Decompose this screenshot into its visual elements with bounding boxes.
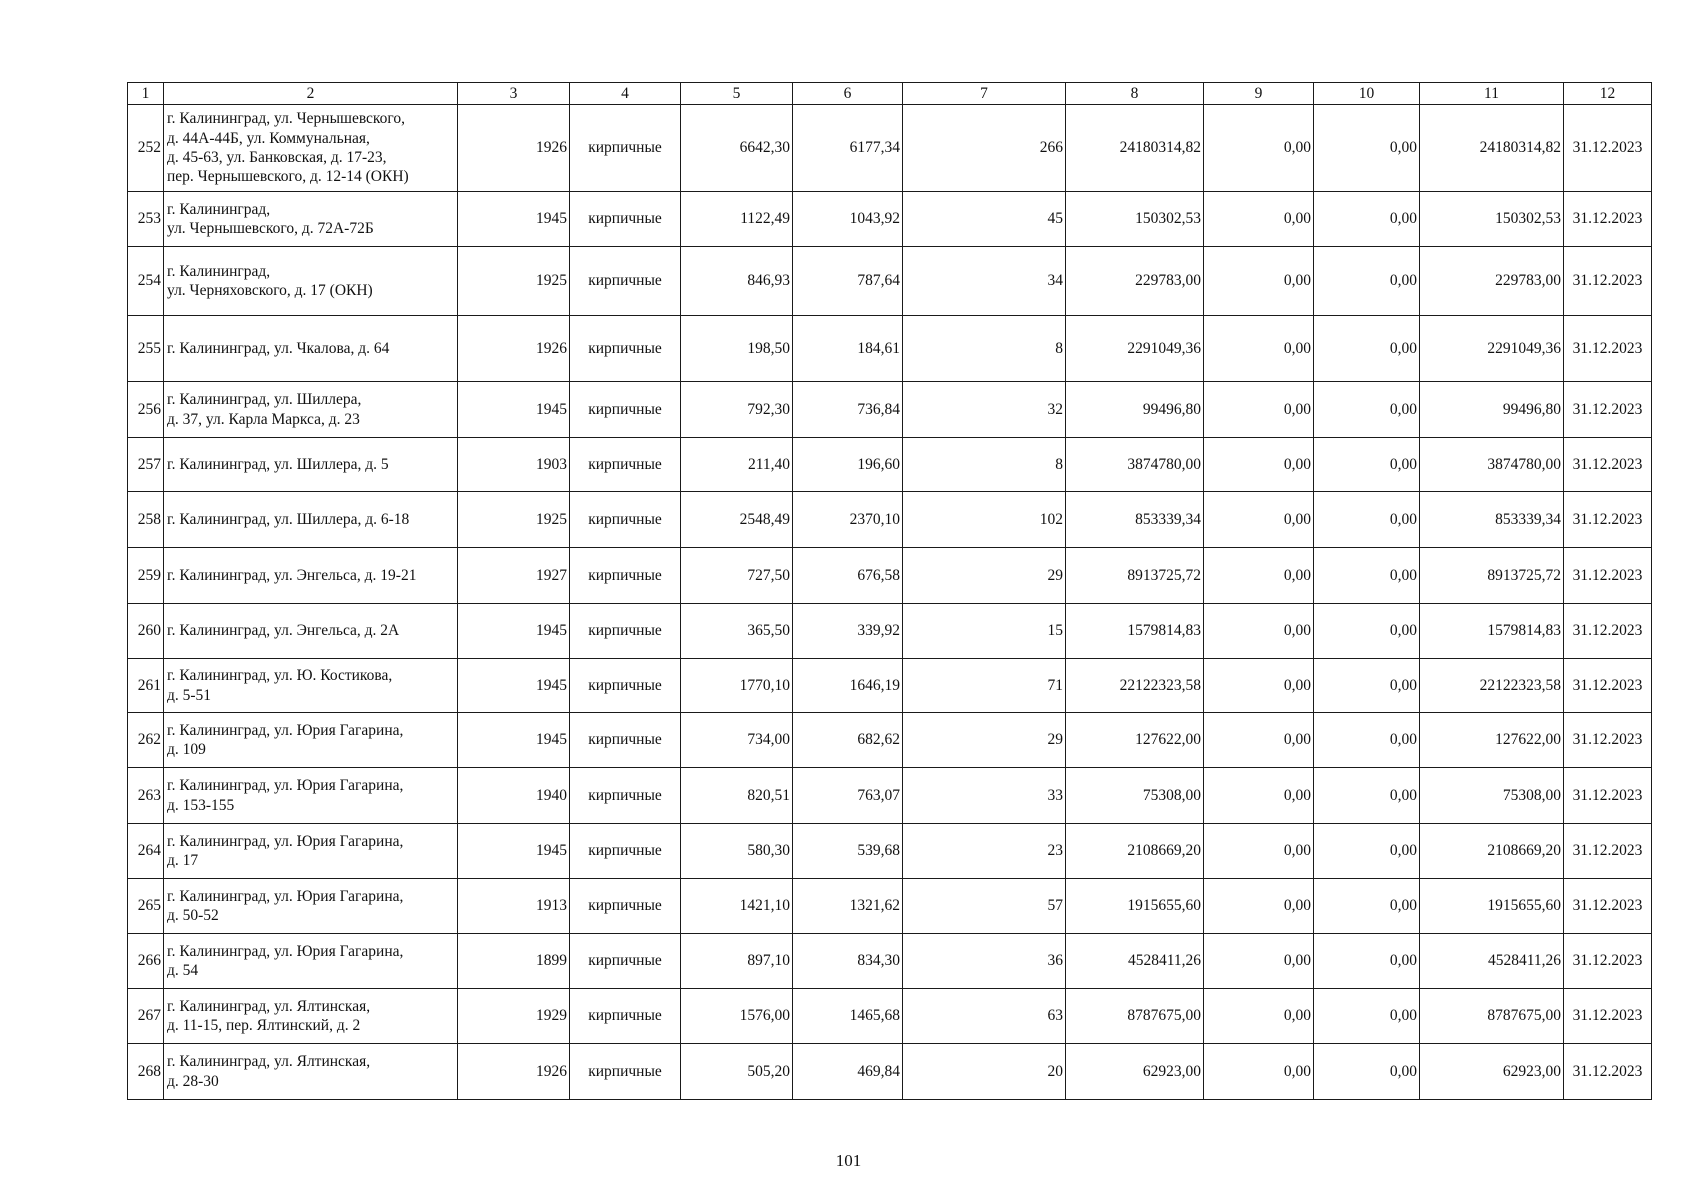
table-row	[128, 438, 1652, 492]
cell-col-11: 229783,00	[1420, 247, 1564, 316]
column-header-4: 4	[570, 83, 681, 105]
cell-year: 1945	[458, 824, 570, 879]
cell-col-10: 0,00	[1314, 768, 1420, 824]
column-header-9: 9	[1204, 83, 1314, 105]
cell-col-5: 820,51	[681, 768, 793, 824]
cell-date: 31.12.2023	[1564, 768, 1652, 824]
cell-col-6: 834,30	[793, 934, 903, 989]
cell-date: 31.12.2023	[1564, 713, 1652, 768]
cell-col-8: 24180314,82	[1066, 105, 1204, 192]
column-header-2: 2	[164, 83, 458, 105]
cell-col-6: 339,92	[793, 604, 903, 659]
cell-address: г. Калининград, ул. Энгельса, д. 19-21	[164, 548, 458, 604]
cell-col-6: 1321,62	[793, 879, 903, 934]
cell-col-11: 8787675,00	[1420, 989, 1564, 1044]
cell-col-11: 2291049,36	[1420, 316, 1564, 382]
cell-col-8: 8913725,72	[1066, 548, 1204, 604]
cell-col-5: 727,50	[681, 548, 793, 604]
cell-number: 262	[128, 713, 164, 768]
cell-col-8: 150302,53	[1066, 192, 1204, 247]
cell-col-10: 0,00	[1314, 659, 1420, 713]
cell-col-10: 0,00	[1314, 879, 1420, 934]
cell-col-7: 36	[903, 934, 1066, 989]
table-row	[128, 659, 1652, 713]
cell-number: 257	[128, 438, 164, 492]
cell-col-9: 0,00	[1204, 934, 1314, 989]
cell-col-10: 0,00	[1314, 989, 1420, 1044]
cell-col-8: 3874780,00	[1066, 438, 1204, 492]
cell-col-6: 1043,92	[793, 192, 903, 247]
cell-col-6: 6177,34	[793, 105, 903, 192]
cell-col-5: 198,50	[681, 316, 793, 382]
cell-col-7: 45	[903, 192, 1066, 247]
cell-date: 31.12.2023	[1564, 934, 1652, 989]
cell-col-5: 1576,00	[681, 989, 793, 1044]
cell-year: 1926	[458, 105, 570, 192]
cell-address: г. Калининград, ул. Шиллера, д. 37, ул. Карла Маркса, д. 23	[164, 382, 458, 438]
cell-address: г. Калининград, ул. Юрия Гагарина, д. 109	[164, 713, 458, 768]
cell-date: 31.12.2023	[1564, 316, 1652, 382]
cell-col-10: 0,00	[1314, 438, 1420, 492]
cell-year: 1927	[458, 548, 570, 604]
cell-year: 1925	[458, 247, 570, 316]
cell-wall-material: кирпичные	[570, 604, 681, 659]
cell-date: 31.12.2023	[1564, 824, 1652, 879]
column-header-3: 3	[458, 83, 570, 105]
cell-col-10: 0,00	[1314, 492, 1420, 548]
cell-col-6: 539,68	[793, 824, 903, 879]
cell-number: 268	[128, 1044, 164, 1100]
table-row	[128, 768, 1652, 824]
cell-year: 1925	[458, 492, 570, 548]
cell-date: 31.12.2023	[1564, 659, 1652, 713]
cell-wall-material: кирпичные	[570, 247, 681, 316]
cell-col-9: 0,00	[1204, 1044, 1314, 1100]
cell-wall-material: кирпичные	[570, 659, 681, 713]
column-header-6: 6	[793, 83, 903, 105]
cell-col-7: 102	[903, 492, 1066, 548]
column-header-8: 8	[1066, 83, 1204, 105]
table-row	[128, 879, 1652, 934]
table-row	[128, 548, 1652, 604]
cell-number: 263	[128, 768, 164, 824]
cell-date: 31.12.2023	[1564, 192, 1652, 247]
cell-col-9: 0,00	[1204, 548, 1314, 604]
cell-col-6: 196,60	[793, 438, 903, 492]
cell-wall-material: кирпичные	[570, 1044, 681, 1100]
cell-col-5: 365,50	[681, 604, 793, 659]
cell-col-9: 0,00	[1204, 768, 1314, 824]
table-row	[128, 1044, 1652, 1100]
cell-year: 1940	[458, 768, 570, 824]
cell-col-9: 0,00	[1204, 659, 1314, 713]
cell-year: 1913	[458, 879, 570, 934]
cell-address: г. Калининград, ул. Ю. Костикова, д. 5-51	[164, 659, 458, 713]
cell-address: г. Калининград, ул. Юрия Гагарина, д. 54	[164, 934, 458, 989]
cell-date: 31.12.2023	[1564, 548, 1652, 604]
cell-wall-material: кирпичные	[570, 316, 681, 382]
cell-date: 31.12.2023	[1564, 879, 1652, 934]
cell-col-8: 99496,80	[1066, 382, 1204, 438]
cell-col-7: 29	[903, 548, 1066, 604]
table-row	[128, 934, 1652, 989]
table-row	[128, 192, 1652, 247]
cell-col-10: 0,00	[1314, 105, 1420, 192]
cell-col-11: 127622,00	[1420, 713, 1564, 768]
cell-col-7: 71	[903, 659, 1066, 713]
cell-number: 260	[128, 604, 164, 659]
cell-address: г. Калининград, ул. Шиллера, д. 6-18	[164, 492, 458, 548]
cell-wall-material: кирпичные	[570, 105, 681, 192]
cell-col-10: 0,00	[1314, 316, 1420, 382]
cell-col-7: 15	[903, 604, 1066, 659]
cell-col-7: 34	[903, 247, 1066, 316]
cell-year: 1945	[458, 382, 570, 438]
cell-col-9: 0,00	[1204, 105, 1314, 192]
cell-col-7: 23	[903, 824, 1066, 879]
cell-col-6: 787,64	[793, 247, 903, 316]
cell-col-6: 1465,68	[793, 989, 903, 1044]
cell-col-11: 22122323,58	[1420, 659, 1564, 713]
cell-col-5: 211,40	[681, 438, 793, 492]
cell-col-11: 99496,80	[1420, 382, 1564, 438]
page-number: 101	[835, 1151, 862, 1170]
column-header-10: 10	[1314, 83, 1420, 105]
cell-col-11: 4528411,26	[1420, 934, 1564, 989]
cell-col-11: 62923,00	[1420, 1044, 1564, 1100]
column-header-5: 5	[681, 83, 793, 105]
cell-col-6: 1646,19	[793, 659, 903, 713]
cell-address: г. Калининград, ул. Энгельса, д. 2А	[164, 604, 458, 659]
cell-col-8: 75308,00	[1066, 768, 1204, 824]
cell-col-10: 0,00	[1314, 713, 1420, 768]
cell-col-8: 22122323,58	[1066, 659, 1204, 713]
cell-col-10: 0,00	[1314, 382, 1420, 438]
cell-col-8: 2108669,20	[1066, 824, 1204, 879]
cell-date: 31.12.2023	[1564, 989, 1652, 1044]
cell-year: 1926	[458, 1044, 570, 1100]
cell-number: 253	[128, 192, 164, 247]
cell-col-11: 1915655,60	[1420, 879, 1564, 934]
cell-number: 265	[128, 879, 164, 934]
cell-number: 256	[128, 382, 164, 438]
cell-date: 31.12.2023	[1564, 105, 1652, 192]
cell-col-11: 3874780,00	[1420, 438, 1564, 492]
cell-col-11: 150302,53	[1420, 192, 1564, 247]
cell-number: 254	[128, 247, 164, 316]
cell-date: 31.12.2023	[1564, 247, 1652, 316]
cell-col-8: 127622,00	[1066, 713, 1204, 768]
cell-number: 264	[128, 824, 164, 879]
cell-wall-material: кирпичные	[570, 989, 681, 1044]
table-row	[128, 316, 1652, 382]
cell-col-8: 8787675,00	[1066, 989, 1204, 1044]
cell-col-8: 853339,34	[1066, 492, 1204, 548]
cell-col-5: 1122,49	[681, 192, 793, 247]
column-header-1: 1	[128, 83, 164, 105]
cell-col-10: 0,00	[1314, 192, 1420, 247]
cell-col-7: 57	[903, 879, 1066, 934]
cell-col-9: 0,00	[1204, 604, 1314, 659]
cell-wall-material: кирпичные	[570, 934, 681, 989]
cell-col-8: 1579814,83	[1066, 604, 1204, 659]
cell-col-6: 184,61	[793, 316, 903, 382]
cell-wall-material: кирпичные	[570, 382, 681, 438]
cell-number: 267	[128, 989, 164, 1044]
cell-address: г. Калининград, ул. Юрия Гагарина, д. 17	[164, 824, 458, 879]
cell-year: 1903	[458, 438, 570, 492]
cell-address: г. Калининград, ул. Черняховского, д. 17 (ОКН)	[164, 247, 458, 316]
cell-col-7: 63	[903, 989, 1066, 1044]
cell-address: г. Калининград, ул. Чернышевского, д. 44А-44Б, ул. Коммунальная, д. 45-63, ул. Банковская, д. 17-23, пер. Чернышевского, д. 12-14 (ОКН)	[164, 105, 458, 192]
cell-year: 1945	[458, 604, 570, 659]
cell-col-6: 2370,10	[793, 492, 903, 548]
cell-col-8: 4528411,26	[1066, 934, 1204, 989]
cell-col-6: 676,58	[793, 548, 903, 604]
cell-col-10: 0,00	[1314, 824, 1420, 879]
cell-number: 255	[128, 316, 164, 382]
cell-number: 258	[128, 492, 164, 548]
cell-col-6: 682,62	[793, 713, 903, 768]
table-row	[128, 604, 1652, 659]
cell-col-9: 0,00	[1204, 438, 1314, 492]
cell-date: 31.12.2023	[1564, 438, 1652, 492]
cell-col-10: 0,00	[1314, 548, 1420, 604]
cell-col-5: 6642,30	[681, 105, 793, 192]
table-row	[128, 247, 1652, 316]
cell-col-7: 32	[903, 382, 1066, 438]
cell-number: 252	[128, 105, 164, 192]
cell-col-10: 0,00	[1314, 934, 1420, 989]
cell-number: 266	[128, 934, 164, 989]
cell-col-11: 2108669,20	[1420, 824, 1564, 879]
cell-wall-material: кирпичные	[570, 768, 681, 824]
table-row	[128, 382, 1652, 438]
cell-address: г. Калининград, ул. Чкалова, д. 64	[164, 316, 458, 382]
cell-col-10: 0,00	[1314, 604, 1420, 659]
table-body	[128, 105, 1652, 1100]
cell-wall-material: кирпичные	[570, 438, 681, 492]
cell-col-5: 846,93	[681, 247, 793, 316]
cell-col-9: 0,00	[1204, 492, 1314, 548]
cell-col-7: 20	[903, 1044, 1066, 1100]
cell-date: 31.12.2023	[1564, 382, 1652, 438]
cell-col-5: 897,10	[681, 934, 793, 989]
column-header-11: 11	[1420, 83, 1564, 105]
cell-col-7: 33	[903, 768, 1066, 824]
cell-address: г. Калининград, ул. Юрия Гагарина, д. 50-52	[164, 879, 458, 934]
cell-year: 1945	[458, 192, 570, 247]
cell-col-11: 1579814,83	[1420, 604, 1564, 659]
cell-col-8: 229783,00	[1066, 247, 1204, 316]
cell-wall-material: кирпичные	[570, 192, 681, 247]
cell-col-10: 0,00	[1314, 247, 1420, 316]
cell-address: г. Калининград, ул. Чернышевского, д. 72А-72Б	[164, 192, 458, 247]
table-header	[128, 83, 1652, 105]
cell-number: 261	[128, 659, 164, 713]
cell-col-9: 0,00	[1204, 713, 1314, 768]
table-row	[128, 492, 1652, 548]
cell-year: 1945	[458, 659, 570, 713]
cell-col-9: 0,00	[1204, 824, 1314, 879]
cell-col-5: 505,20	[681, 1044, 793, 1100]
cell-col-9: 0,00	[1204, 382, 1314, 438]
cell-col-11: 8913725,72	[1420, 548, 1564, 604]
cell-date: 31.12.2023	[1564, 1044, 1652, 1100]
cell-col-5: 1421,10	[681, 879, 793, 934]
cell-address: г. Калининград, ул. Ялтинская, д. 11-15, пер. Ялтинский, д. 2	[164, 989, 458, 1044]
cell-col-10: 0,00	[1314, 1044, 1420, 1100]
cell-col-7: 266	[903, 105, 1066, 192]
table-row	[128, 824, 1652, 879]
cell-col-5: 1770,10	[681, 659, 793, 713]
cell-number: 259	[128, 548, 164, 604]
cell-wall-material: кирпичные	[570, 879, 681, 934]
cell-address: г. Калининград, ул. Юрия Гагарина, д. 153-155	[164, 768, 458, 824]
cell-col-11: 24180314,82	[1420, 105, 1564, 192]
column-header-12: 12	[1564, 83, 1652, 105]
table-row	[128, 105, 1652, 192]
cell-wall-material: кирпичные	[570, 713, 681, 768]
cell-col-9: 0,00	[1204, 879, 1314, 934]
cell-year: 1929	[458, 989, 570, 1044]
cell-col-9: 0,00	[1204, 316, 1314, 382]
cell-col-11: 853339,34	[1420, 492, 1564, 548]
cell-date: 31.12.2023	[1564, 492, 1652, 548]
header-row	[128, 83, 1652, 105]
cell-col-6: 763,07	[793, 768, 903, 824]
cell-col-9: 0,00	[1204, 247, 1314, 316]
cell-col-5: 792,30	[681, 382, 793, 438]
cell-col-6: 736,84	[793, 382, 903, 438]
cell-year: 1945	[458, 713, 570, 768]
cell-col-9: 0,00	[1204, 192, 1314, 247]
apartment-buildings-table	[127, 82, 1652, 1100]
cell-col-5: 580,30	[681, 824, 793, 879]
cell-col-5: 734,00	[681, 713, 793, 768]
cell-col-8: 62923,00	[1066, 1044, 1204, 1100]
column-header-7: 7	[903, 83, 1066, 105]
cell-col-5: 2548,49	[681, 492, 793, 548]
cell-date: 31.12.2023	[1564, 604, 1652, 659]
cell-year: 1926	[458, 316, 570, 382]
cell-col-8: 1915655,60	[1066, 879, 1204, 934]
cell-col-6: 469,84	[793, 1044, 903, 1100]
cell-address: г. Калининград, ул. Ялтинская, д. 28-30	[164, 1044, 458, 1100]
table-row	[128, 989, 1652, 1044]
cell-col-7: 8	[903, 316, 1066, 382]
cell-col-11: 75308,00	[1420, 768, 1564, 824]
cell-year: 1899	[458, 934, 570, 989]
cell-col-7: 8	[903, 438, 1066, 492]
cell-col-9: 0,00	[1204, 989, 1314, 1044]
cell-wall-material: кирпичные	[570, 492, 681, 548]
cell-address: г. Калининград, ул. Шиллера, д. 5	[164, 438, 458, 492]
table-row	[128, 713, 1652, 768]
cell-col-7: 29	[903, 713, 1066, 768]
cell-wall-material: кирпичные	[570, 824, 681, 879]
cell-col-8: 2291049,36	[1066, 316, 1204, 382]
cell-wall-material: кирпичные	[570, 548, 681, 604]
